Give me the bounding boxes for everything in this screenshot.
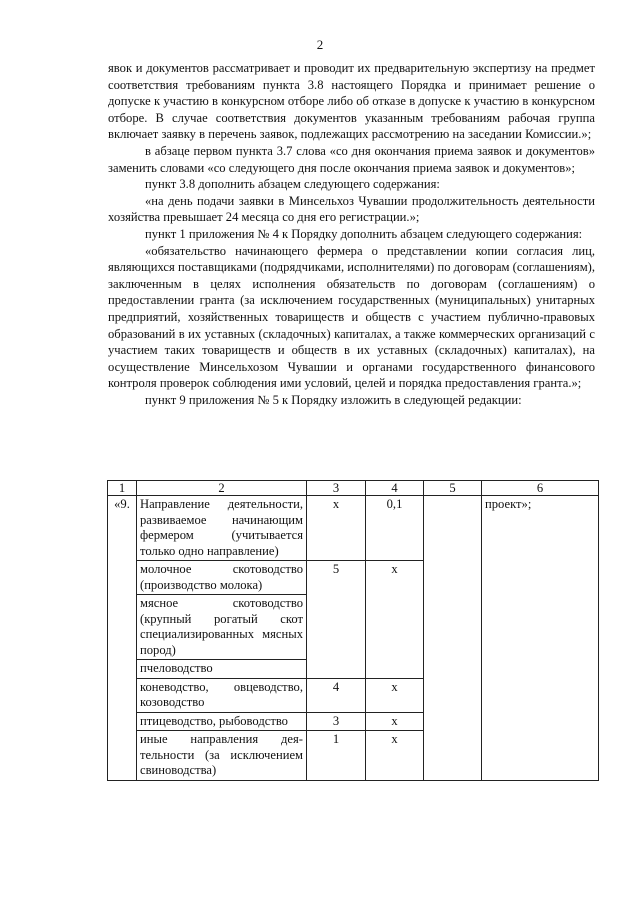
criterion-cell: коневодство, овцеводство, козоводство bbox=[137, 678, 307, 712]
criterion-cell: молочное скотоводство (производство молока) bbox=[137, 561, 307, 595]
score-cell: 5 bbox=[307, 561, 366, 679]
paragraph: «обязательство начинающего фермера о представлении копии согласия лиц, являющихся поставщиками (подрядчиками, исполнителями) по договорам (соглашениям), заключенным в целях исполнения обязательств по договорам (соглашениям) о предоставлении гранта (за исключением государственных (муниципальных) унитарных предприятий, хозяйственных товариществ и обществ с участием публично-правовых образований в их уставных (складочных) капиталах, а также коммерческих организаций с участием таких товариществ и обществ в их уставных (складочных) капиталах), на осуществление Минсельхозом Чувашии и органами государственного финансового контроля проверок соблюдения ими условий, целей и порядка предоставления гранта.»; bbox=[108, 243, 596, 391]
criterion-cell: пчеловодство bbox=[137, 660, 307, 679]
weight-cell: х bbox=[366, 731, 424, 781]
score-cell: 1 bbox=[307, 731, 366, 781]
page-number: 2 bbox=[316, 37, 324, 52]
table-header-row bbox=[108, 481, 599, 496]
weight-cell: 0,1 bbox=[366, 496, 424, 561]
weight-cell: х bbox=[366, 561, 424, 679]
body-text bbox=[108, 60, 595, 408]
table-header-cell: 5 bbox=[424, 481, 482, 496]
row-number-cell: «9. bbox=[108, 496, 137, 781]
table-header-cell: 2 bbox=[137, 481, 307, 496]
closing-cell: проект»; bbox=[482, 496, 599, 781]
criterion-cell: иные направления деятельности (за исключением свиноводства) bbox=[137, 731, 307, 781]
criterion-cell: птицеводство, рыбоводство bbox=[137, 712, 307, 731]
score-cell: х bbox=[307, 496, 366, 561]
paragraph: пункт 9 приложения № 5 к Порядку изложить в следующей редакции: bbox=[145, 392, 522, 407]
score-cell: 3 bbox=[307, 712, 366, 731]
paragraph: явок и документов рассматривает и проводит их предварительную экспертизу на предмет соответствия требованиям пункта 3.8 настоящего Порядка и принимает решение о допуске к участию в конкурсном отборе либо об отказе в допуске к участию в конкурсном отборе. В случае соответствия документов указанным требованиям рабочая группа включает заявку в перечень заявок, подлежащих рассмотрению на заседании Комиссии.»; bbox=[108, 61, 595, 142]
paragraph: «на день подачи заявки в Минсельхоз Чувашии продолжительность деятельности хозяйства превышает 24 месяца со дня его регистрации.»; bbox=[108, 193, 595, 225]
table-header-cell: 1 bbox=[108, 481, 137, 496]
paragraph: пункт 1 приложения № 4 к Порядку дополнить абзацем следующего содержания: bbox=[145, 226, 583, 241]
weight-cell: х bbox=[366, 678, 424, 712]
criterion-cell: Направление деятельности, развиваемое начинающим фермером (учитывается только одно направление) bbox=[137, 496, 307, 561]
paragraph: пункт 3.8 дополнить абзацем следующего содержания: bbox=[145, 177, 440, 192]
table-row bbox=[108, 496, 599, 561]
empty-cell bbox=[424, 496, 482, 781]
weight-cell: х bbox=[366, 712, 424, 731]
paragraph: в абзаце первом пункта 3.7 слова «со дня окончания приема заявок и документов» заменить словами «со следующего дня после окончания приема заявок и документов»; bbox=[108, 143, 595, 175]
points-table bbox=[107, 480, 599, 781]
score-cell: 4 bbox=[307, 678, 366, 712]
table-header-cell: 3 bbox=[307, 481, 366, 496]
table-header-cell: 4 bbox=[366, 481, 424, 496]
criterion-cell: мясное скотоводство (крупный рогатый скот специализированных мясных пород) bbox=[137, 595, 307, 660]
table-header-cell: 6 bbox=[482, 481, 599, 496]
